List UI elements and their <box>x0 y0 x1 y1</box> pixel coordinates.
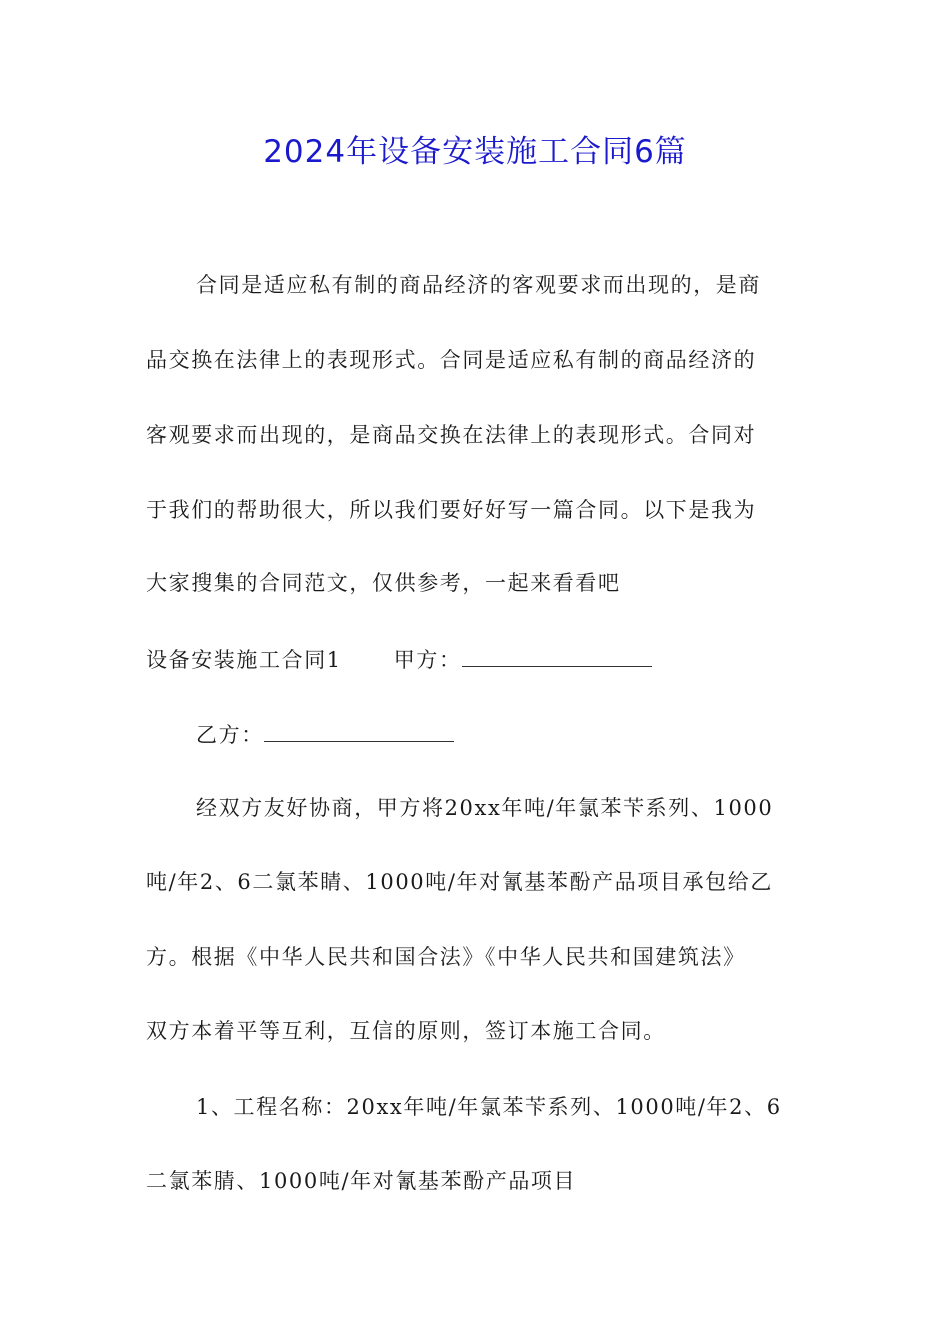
intro-line-4: 于我们的帮助很大，所以我们要好好写一篇合同。以下是我为 <box>146 498 757 522</box>
document-title: 2024年设备安装施工合同6篇 <box>263 134 687 170</box>
body-line-4: 双方本着平等互利，互信的原则，签订本施工合同。 <box>146 1019 666 1043</box>
party-b-row <box>196 720 454 750</box>
intro-line-3: 客观要求而出现的，是商品交换在法律上的表现形式。合同对 <box>146 423 757 447</box>
party-a-blank <box>462 646 652 667</box>
body-line-1: 经双方友好协商，甲方将20xx年吨/年氯苯苄系列、1000 <box>196 796 774 820</box>
intro-line-5: 大家搜集的合同范文，仅供参考，一起来看看吧 <box>146 571 621 595</box>
party-b-label: 乙方： <box>196 723 264 747</box>
contract-heading: 设备安装施工合同1 <box>146 648 342 672</box>
party-a-label: 甲方： <box>393 648 462 672</box>
item1-line-2: 二氯苯腈、1000吨/年对氰基苯酚产品项目 <box>146 1169 577 1193</box>
party-b-blank <box>264 721 454 742</box>
intro-line-1: 合同是适应私有制的商品经济的客观要求而出现的，是商 <box>196 273 761 297</box>
intro-line-2: 品交换在法律上的表现形式。合同是适应私有制的商品经济的 <box>146 348 757 372</box>
contract-heading-row <box>146 645 652 675</box>
item1-line-1: 1、工程名称：20xx年吨/年氯苯苄系列、1000吨/年2、6 <box>196 1095 782 1119</box>
body-line-3: 方。根据《中华人民共和国合法》《中华人民共和国建筑法》 <box>146 945 746 969</box>
body-line-2: 吨/年2、6二氯苯睛、1000吨/年对氰基苯酚产品项目承包给乙 <box>146 870 773 894</box>
